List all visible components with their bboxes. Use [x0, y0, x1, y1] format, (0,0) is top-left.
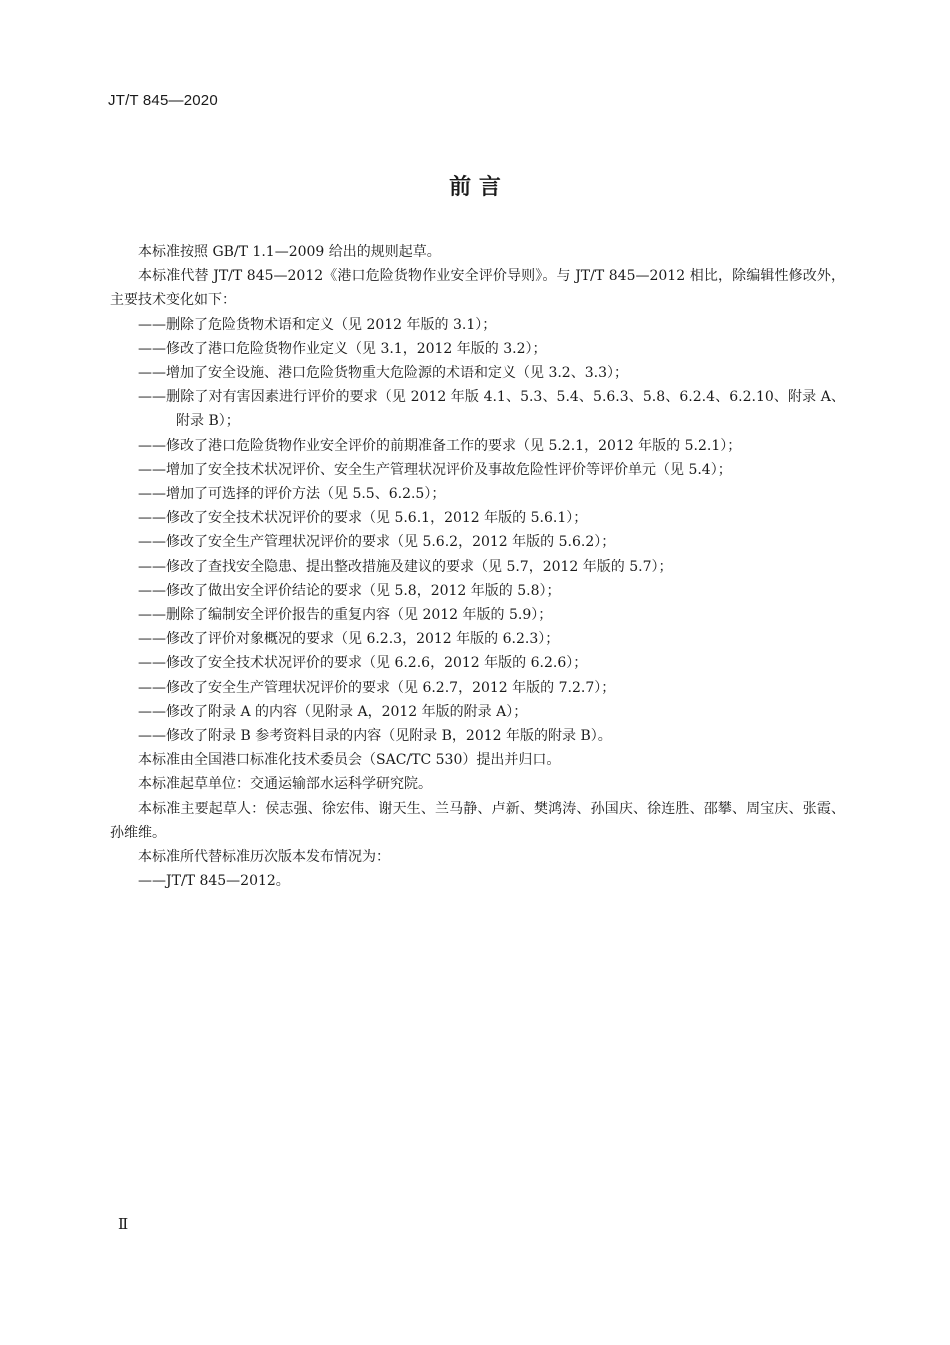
change-item: ——删除了对有害因素进行评价的要求（见 2012 年版 4.1、5.3、5.4、5.6.3、5.8、6.2.4、6.2.10、附录 A、附录 B）； — [138, 389, 845, 430]
page-title: 前 言 — [449, 175, 501, 200]
history-item: ——JT/T 845—2012。 — [138, 873, 290, 890]
change-item: ——修改了评价对象概况的要求（见 6.2.3，2012 年版的 6.2.3）； — [138, 631, 560, 648]
change-item: ——修改了查找安全隐患、提出整改措施及建议的要求（见 5.7，2012 年版的 5.7）； — [138, 558, 673, 575]
change-item: ——修改了附录 A 的内容（见附录 A，2012 年版的附录 A）； — [138, 703, 528, 720]
change-item: ——修改了安全技术状况评价的要求（见 6.2.6，2012 年版的 6.2.6）； — [138, 655, 588, 672]
change-item: ——删除了危险货物术语和定义（见 2012 年版的 3.1）； — [138, 316, 497, 333]
proposer-paragraph: 本标准由全国港口标准化技术委员会（SAC/TC 530）提出并归口。 — [138, 752, 561, 769]
change-item: ——修改了做出安全评价结论的要求（见 5.8，2012 年版的 5.8）； — [138, 582, 561, 599]
change-item: ——增加了安全技术状况评价、安全生产管理状况评价及事故危险性评价等评价单元（见 5.4）； — [138, 461, 732, 478]
change-item: ——增加了可选择的评价方法（见 5.5、6.2.5）； — [138, 486, 446, 503]
history-paragraph: 本标准所代替标准历次版本发布情况为： — [138, 849, 390, 866]
change-item: ——修改了安全技术状况评价的要求（见 5.6.1，2012 年版的 5.6.1）； — [138, 510, 588, 527]
standard-code-header: JT/T 845—2020 — [108, 92, 218, 109]
drafters-paragraph: 本标准主要起草人：侯志强、徐宏伟、谢天生、兰马静、卢新、樊鸿涛、孙国庆、徐连胜、邵攀、周宝庆、张霞、孙维维。 — [110, 800, 845, 841]
drafting-unit-paragraph: 本标准起草单位：交通运输部水运科学研究院。 — [138, 776, 432, 793]
change-item: ——增加了安全设施、港口危险货物重大危险源的术语和定义（见 3.2、3.3）； — [138, 365, 628, 382]
change-item: ——修改了安全生产管理状况评价的要求（见 6.2.7，2012 年版的 7.2.7）； — [138, 679, 616, 696]
change-item: ——修改了港口危险货物作业定义（见 3.1，2012 年版的 3.2）； — [138, 340, 547, 357]
page-number: Ⅱ — [118, 1215, 129, 1233]
intro-paragraph: 本标准代替 JT/T 845—2012《港口危险货物作业安全评价导则》。与 JT/T 845—2012 相比，除编辑性修改外，主要技术变化如下： — [110, 268, 845, 309]
change-item: ——修改了安全生产管理状况评价的要求（见 5.6.2，2012 年版的 5.6.2）； — [138, 534, 616, 551]
change-item: ——修改了港口危险货物作业安全评价的前期准备工作的要求（见 5.2.1，2012 年版的 5.2.1）； — [138, 437, 742, 454]
intro-paragraph: 本标准按照 GB/T 1.1—2009 给出的规则起草。 — [138, 244, 441, 260]
change-item: ——删除了编制安全评价报告的重复内容（见 2012 年版的 5.9）； — [138, 607, 553, 624]
change-item: ——修改了附录 B 参考资料目录的内容（见附录 B，2012 年版的附录 B）。 — [138, 728, 612, 745]
foreword-body — [110, 240, 845, 893]
